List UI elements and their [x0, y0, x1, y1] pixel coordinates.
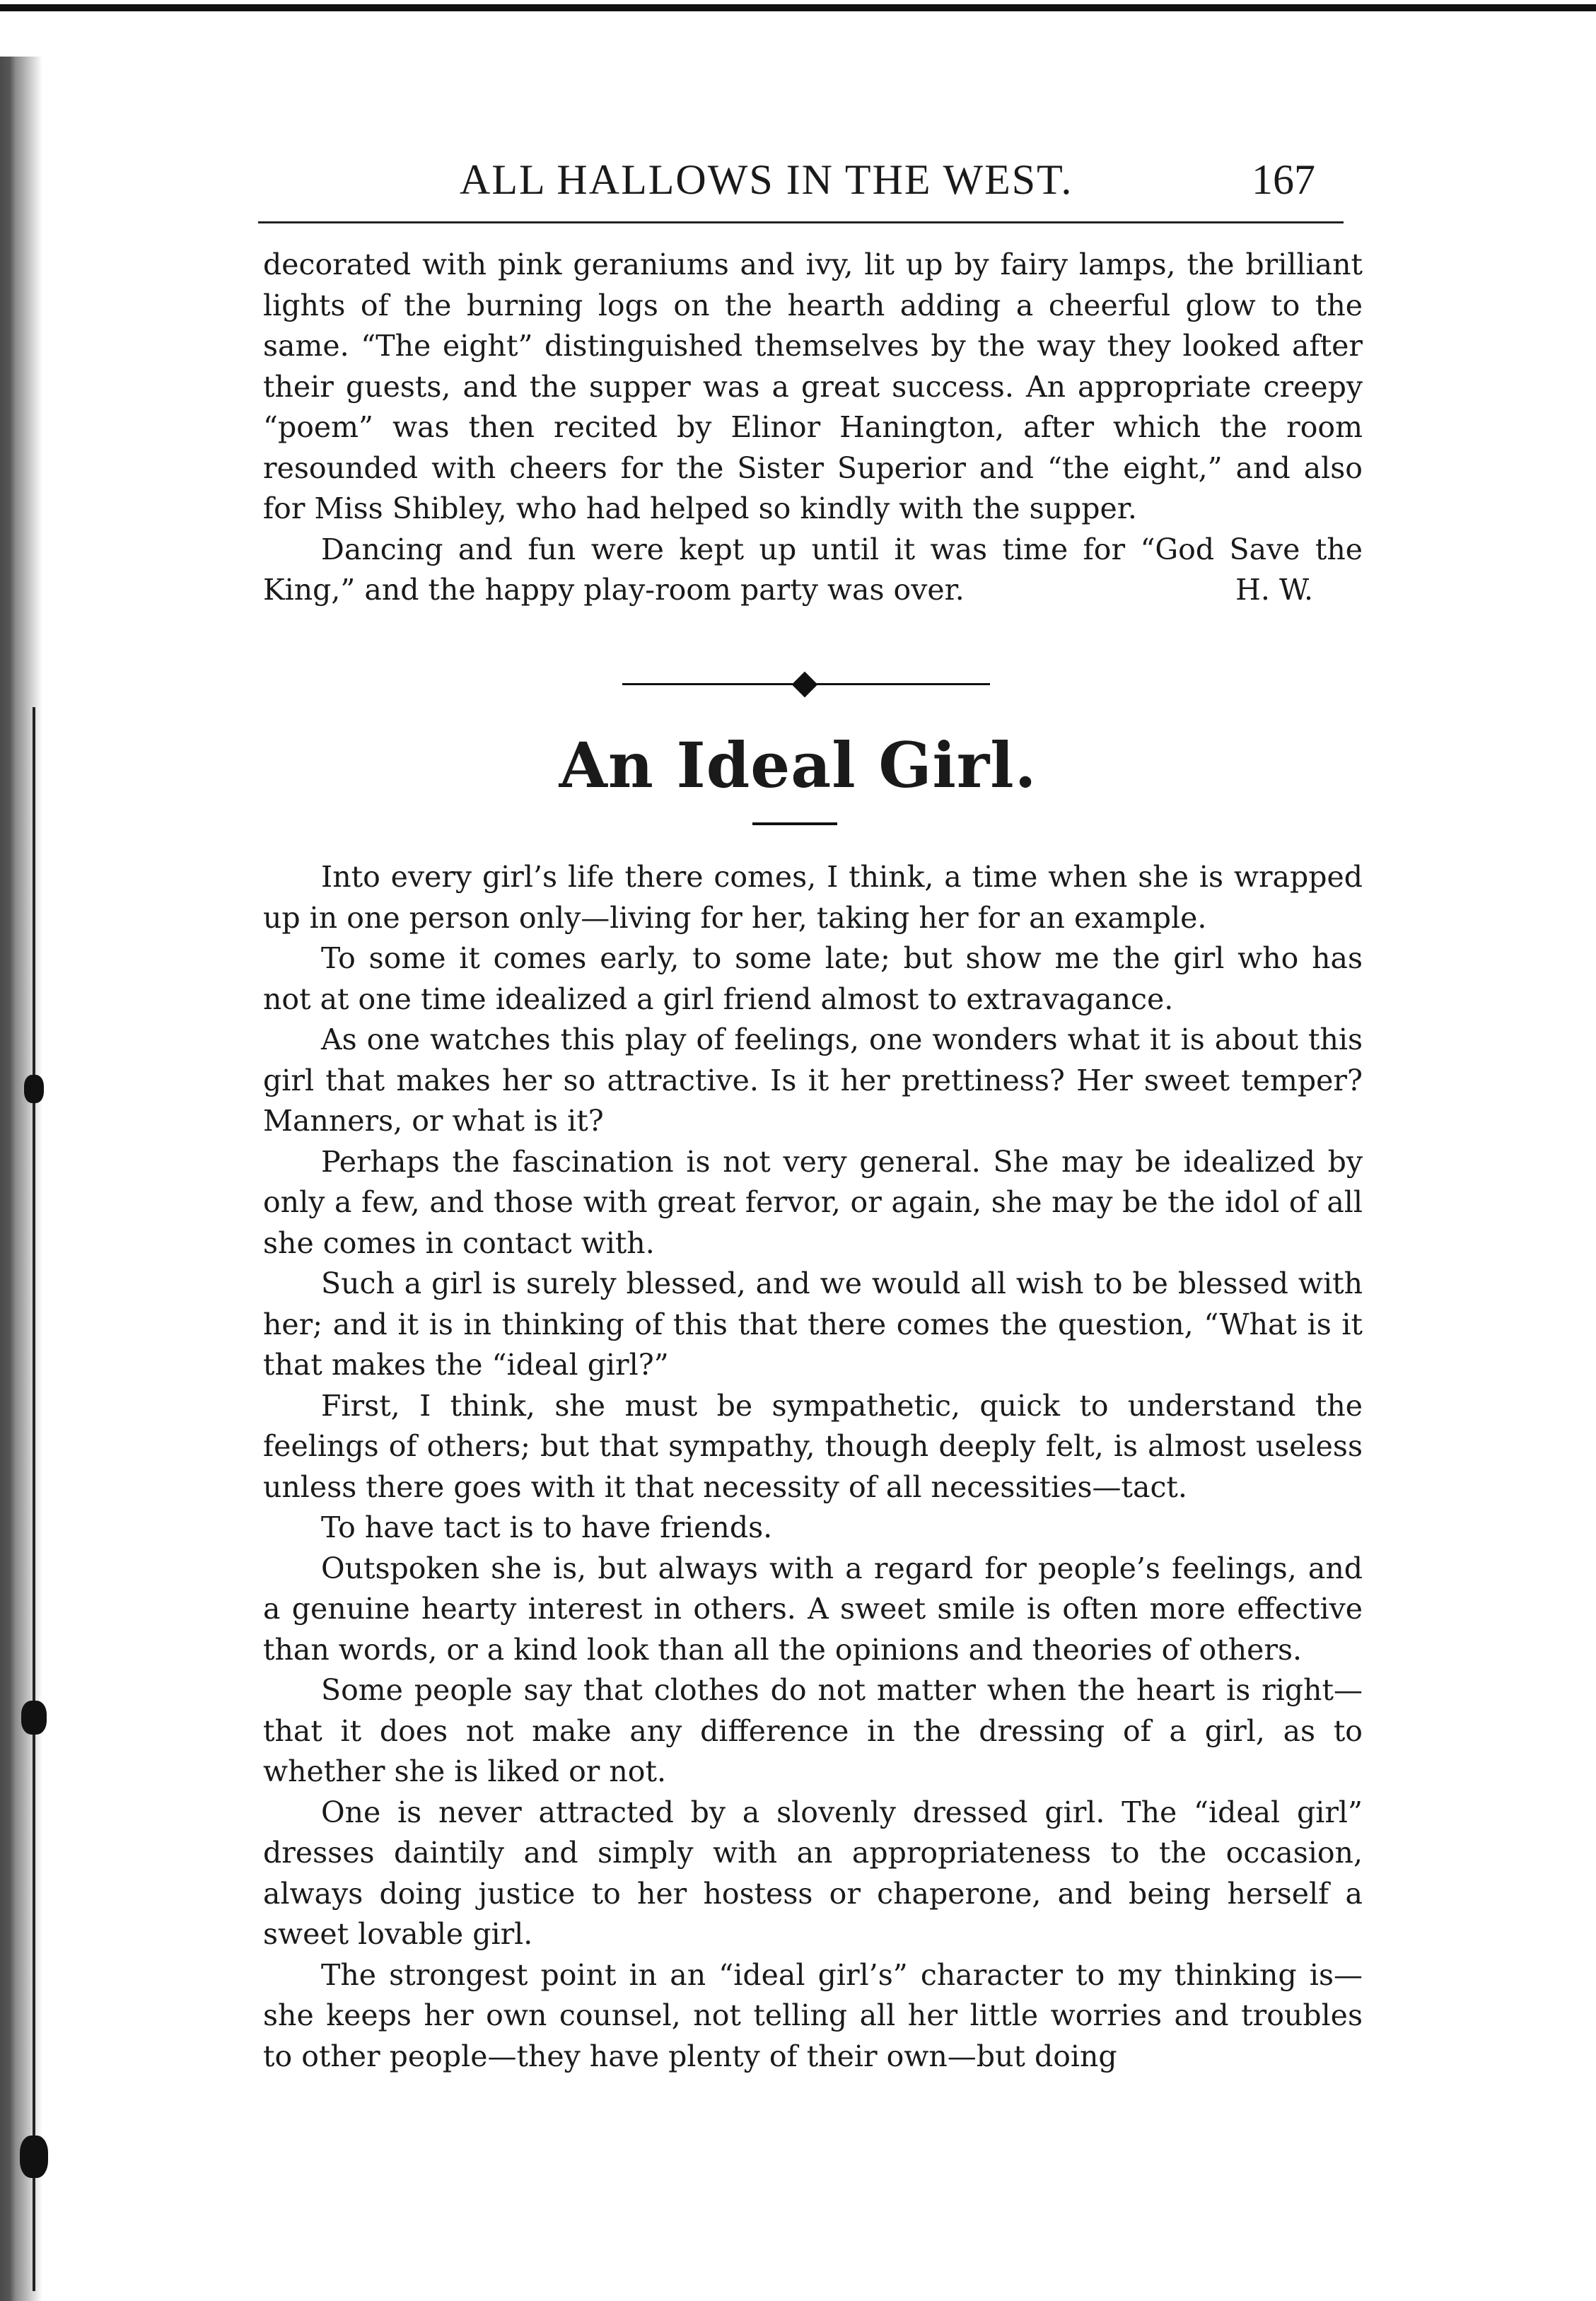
header-rule: [258, 221, 1344, 223]
paragraph-text: Dancing and fun were kept up until it was time for “God Save the King,” and the happy play-room party was over.: [263, 532, 1363, 607]
paragraph: decorated with pink geraniums and ivy, lit up by fairy lamps, the brilliant lights of the burning logs on the hearth adding a cheerful glow to the same. “The eight” distinguished themselves by the way they looked after their guests, and the supper was a great success. An appropriate creepy “poem” was then recited by Elinor Hanington, after which the room resounded with cheers for the Sister Superior and “the eight,” and also for Miss Shibley, who had helped so kindly with the supper.: [263, 247, 1363, 525]
binding-stitch: [21, 1701, 47, 1735]
paragraph: Into every girl’s life there comes, I think, a time when she is wrapped up in one person only—living for her, taking her for an example.: [263, 860, 1363, 935]
paragraph: First, I think, she must be sympathetic, quick to understand the feelings of others; but that sympathy, though deeply felt, is almost useless unless there goes with it that necessity of all necessities—tact.: [263, 1388, 1363, 1504]
section-divider-ornament: [622, 670, 990, 699]
page-binding-edge: [0, 57, 64, 2301]
paragraph: Some people say that clothes do not matter when the heart is right—that it does not make any difference in the dressing of a girl, as to whether she is liked or not.: [263, 1673, 1363, 1788]
divider-line-left: [622, 683, 796, 685]
binding-thread-line: [33, 707, 35, 2291]
paragraph: Perhaps the fascination is not very general. She may be idealized by only a few, and those with great fervor, or again, she may be the idol of all she comes in contact with.: [263, 1144, 1363, 1260]
paragraph: To have tact is to have friends.: [321, 1510, 773, 1544]
page-number: 167: [1252, 156, 1315, 203]
title-rule: [752, 822, 837, 825]
paragraph: Outspoken she is, but always with a regard for people’s feelings, and a genuine hearty interest in others. A sweet smile is often more effective than words, or a kind look than all the opinions and theories of others.: [263, 1551, 1363, 1667]
divider-line-right: [814, 683, 990, 685]
paragraph: One is never attracted by a slovenly dressed girl. The “ideal girl” dresses daintily and simply with an appropriateness to the occasion, always doing justice to her hostess or chaperone, and being herself a sweet lovable girl.: [263, 1795, 1363, 1951]
article-body: [263, 857, 1363, 2077]
paragraph: To some it comes early, to some late; but show me the girl who has not at one time idealized a girl friend almost to extravagance.: [263, 941, 1363, 1016]
paragraph: Such a girl is surely blessed, and we would all wish to be blessed with her; and it is in thinking of this that there comes the question, “What is it that makes the “ideal girl?”: [263, 1266, 1363, 1382]
top-edge-rule: [0, 4, 1596, 11]
page-header: [460, 156, 1315, 212]
binding-stitch: [20, 2136, 48, 2178]
continued-article-text: [263, 245, 1363, 611]
paragraph: As one watches this play of feelings, one wonders what it is about this girl that makes her so attractive. Is it her prettiness? Her sweet temper? Manners, or what is it?: [263, 1023, 1363, 1138]
author-signature: H. W.: [1235, 573, 1313, 607]
paragraph-closing: [263, 530, 1363, 611]
article-title: An Ideal Girl.: [559, 728, 1037, 802]
paragraph: The strongest point in an “ideal girl’s” character to my thinking is—she keeps her own counsel, not telling all her little worries and troubles to other people—they have plenty of their own—but doing: [263, 1957, 1363, 2073]
running-title: ALL HALLOWS IN THE WEST.: [460, 156, 1073, 203]
binding-stitch: [24, 1075, 44, 1103]
